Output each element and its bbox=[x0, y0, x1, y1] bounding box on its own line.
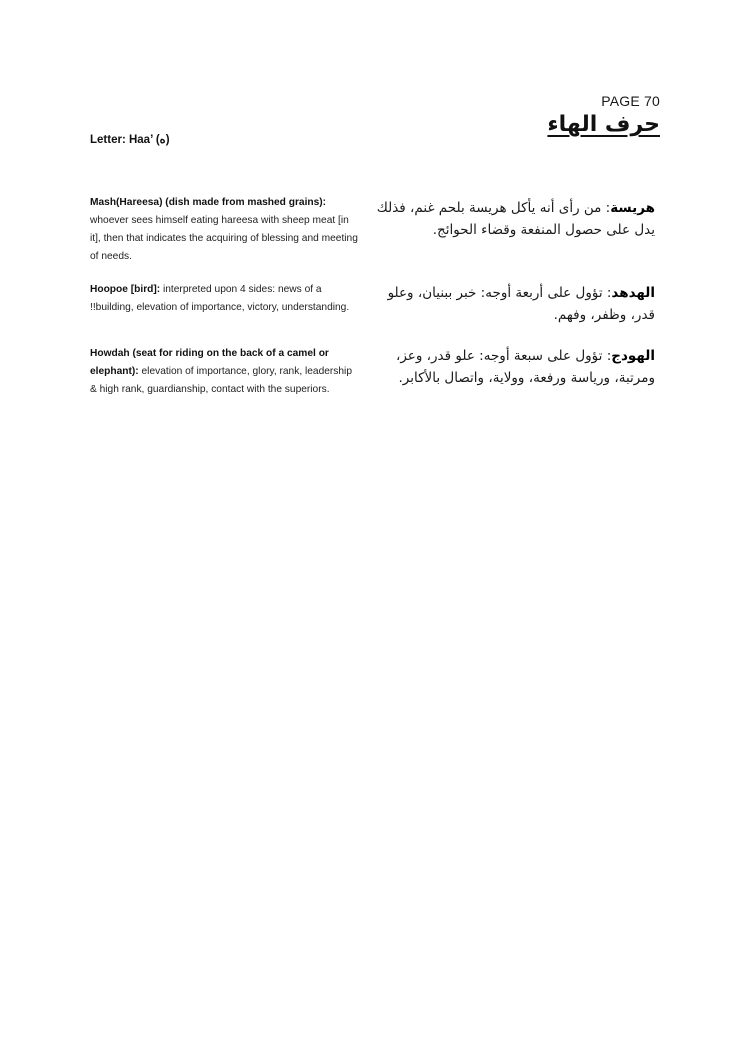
english-entry-text: elevation of importance, glory, rank, leadership & high rank, guardianship, contact with the superiors. bbox=[90, 366, 352, 395]
arabic-entry-text: : تؤول على أربعة أوجه: خبر ببنيان، وعلو قدر، وظفر، وفهم. bbox=[387, 285, 655, 323]
arabic-entry-text: : من رأى أنه يأكل هريسة بلحم غنم، فذلك يدل على حصول المنفعة وقضاء الحوائج. bbox=[376, 200, 655, 238]
english-entry-text: interpreted upon 4 sides: news of a !!building, elevation of importance, victory, understanding. bbox=[90, 284, 350, 313]
arabic-entry-howdah bbox=[365, 345, 655, 389]
english-entry-hoopoe bbox=[90, 281, 360, 317]
arabic-entry-term: الهودج bbox=[611, 348, 655, 364]
page-number: PAGE 70 bbox=[601, 93, 660, 109]
arabic-entry-hareesa bbox=[365, 197, 655, 241]
english-entry-term: Hoopoe [bird]: bbox=[90, 284, 161, 295]
english-entry-hareesa bbox=[90, 194, 360, 266]
english-entry-term: Mash(Hareesa) (dish made from mashed grains): bbox=[90, 197, 327, 208]
arabic-entry-term: هريسة bbox=[610, 200, 655, 216]
arabic-entry-term: الهدهد bbox=[611, 285, 655, 301]
english-entry-text: whoever sees himself eating hareesa with sheep meat [in it], then that indicates the acquiring of blessing and meeting of needs. bbox=[90, 215, 358, 262]
arabic-entry-hoopoe bbox=[365, 282, 655, 326]
english-entry-howdah bbox=[90, 345, 360, 399]
arabic-chapter-title: حرف الهاء bbox=[547, 112, 660, 137]
arabic-entry-text: : تؤول على سبعة أوجه: علو قدر، وعز، ومرتبة، ورياسة ورفعة، وولاية، واتصال بالأكابر. bbox=[396, 348, 655, 386]
letter-heading: Letter: Haa’ (ه) bbox=[90, 134, 170, 146]
english-entry-term: Howdah (seat for riding on the back of a camel or elephant): bbox=[90, 348, 329, 377]
